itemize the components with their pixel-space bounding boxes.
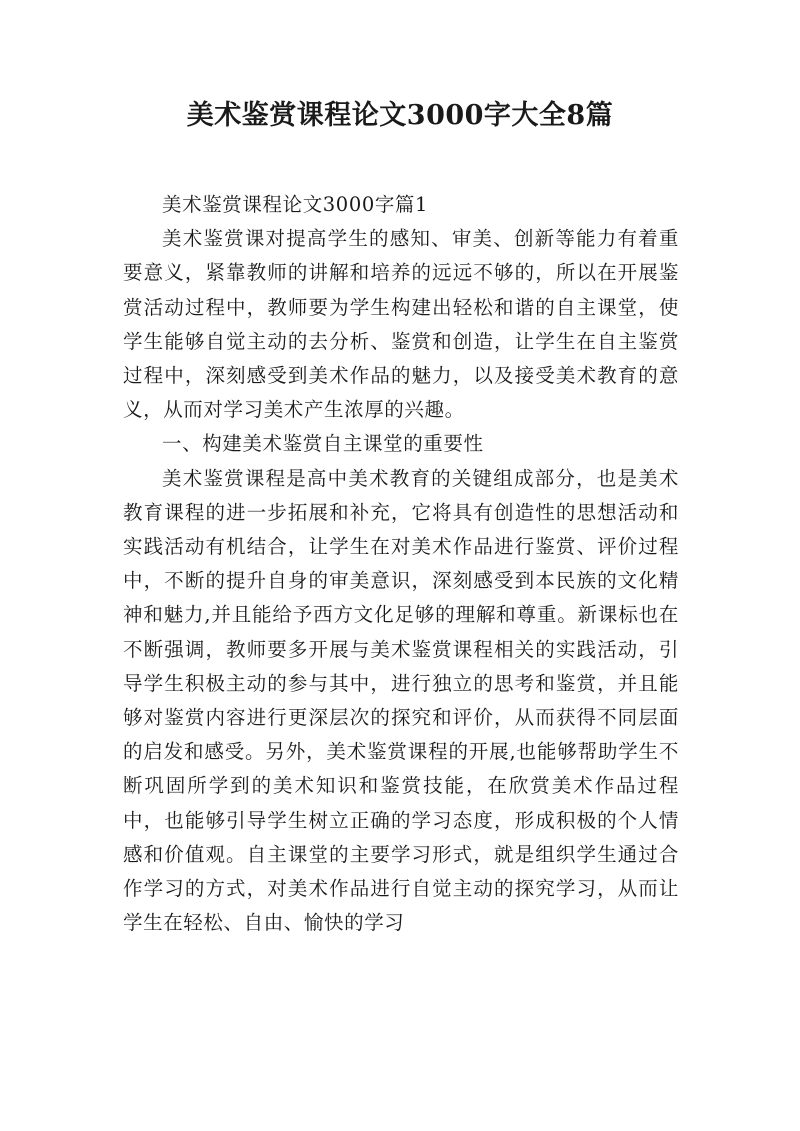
- section-heading: 美术鉴赏课程论文3000字篇1: [162, 193, 429, 216]
- paragraph: 美术鉴赏课对提高学生的感知、审美、创新等能力有着重要意义，紧靠教师的讲解和培养的远远不够的，所以在开展鉴赏活动过程中，教师要为学生构建出轻松和谐的自主课堂，使学生能够自觉主动的去分析、鉴赏和创造，让学生在自主鉴赏过程中，深刻感受到美术作品的魅力，以及接受美术教育的意义，从而对学习美术产生浓厚的兴趣。: [123, 227, 679, 422]
- document-body: [123, 188, 679, 940]
- subsection-heading: 一、构建美术鉴赏自主课堂的重要性: [162, 432, 484, 456]
- document-title: 美术鉴赏课程论文3000字大全8篇: [186, 100, 614, 131]
- paragraph: 美术鉴赏课程是高中美术教育的关键组成部分，也是美术教育课程的进一步拓展和补充，它将具有创造性的思想活动和实践活动有机结合，让学生在对美术作品进行鉴赏、评价过程中，不断的提升自身的审美意识，深刻感受到本民族的文化精神和魅力,并且能给予西方文化足够的理解和尊重。新课标也在不断强调，教师要多开展与美术鉴赏课程相关的实践活动，引导学生积极主动的参与其中，进行独立的思考和鉴赏，并且能够对鉴赏内容进行更深层次的探究和评价，从而获得不同层面的启发和感受。另外，美术鉴赏课程的开展,也能够帮助学生不断巩固所学到的美术知识和鉴赏技能，在欣赏美术作品过程中，也能够引导学生树立正确的学习态度，形成积极的个人情感和价值观。自主课堂的主要学习形式，就是组织学生通过合作学习的方式，对美术作品进行自觉主动的探究学习，从而让学生在轻松、自由、愉快的学习: [123, 466, 679, 935]
